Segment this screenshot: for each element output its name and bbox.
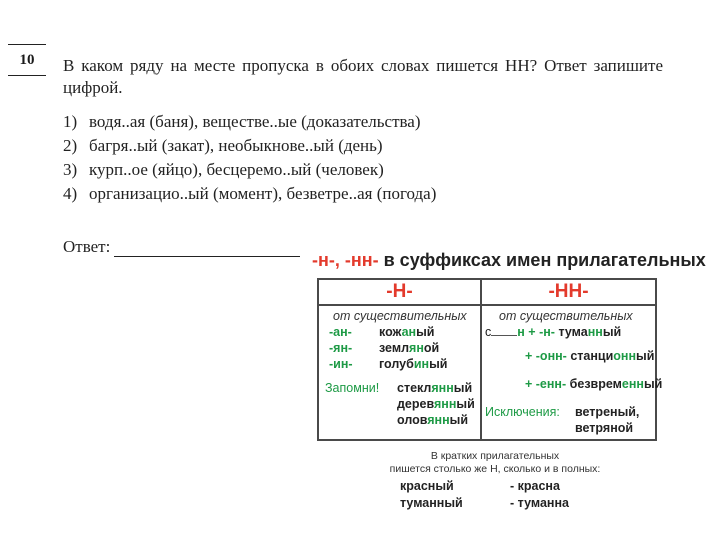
- suffix-label: -ан-: [329, 325, 352, 339]
- rule-title-suffixes: -н-, -нн-: [312, 250, 379, 270]
- rule-title-text: в суффиксах имен прилагательных: [378, 250, 706, 270]
- exceptions-label: Исключения:: [485, 405, 560, 419]
- answer-field[interactable]: [63, 236, 300, 257]
- suffix-label: + -онн-: [525, 349, 567, 363]
- remember-word: деревянный: [397, 397, 475, 411]
- example-word: туманный: [558, 325, 622, 339]
- option-4: [63, 182, 436, 206]
- left-row: [329, 340, 439, 356]
- question-text: В каком ряду на месте пропуска в обоих словах пишется НН? Ответ запишите цифрой.: [63, 56, 663, 97]
- option-number: 4): [63, 184, 78, 203]
- left-row: [329, 324, 434, 340]
- option-3: [63, 158, 436, 182]
- short-adjectives-note: [370, 450, 620, 476]
- option-text: организацио..ый (момент), безветре..ая (погода): [89, 184, 437, 203]
- answer-label: Ответ:: [63, 237, 111, 256]
- right-row: [485, 324, 621, 340]
- example-word: - туманна: [510, 496, 569, 510]
- noun-stem: с: [485, 325, 492, 339]
- option-text: водя..ая (баня), веществе..ые (доказательства): [89, 112, 421, 131]
- example-word: земляной: [379, 341, 440, 355]
- answer-options: [63, 110, 436, 206]
- suffix-label: + -н-: [528, 325, 555, 339]
- suffix-label: -ин-: [329, 357, 353, 371]
- remember-word: стеклянный: [397, 381, 473, 395]
- option-2: [63, 134, 436, 158]
- example-word: красный: [400, 479, 454, 493]
- example-word: голубиный: [379, 357, 448, 371]
- left-row: [329, 356, 447, 372]
- table-divider: [319, 304, 655, 306]
- exception-word: ветреный,: [575, 405, 640, 419]
- suffix-label: + -енн-: [525, 377, 567, 391]
- example-word: кожаный: [379, 325, 435, 339]
- option-1: [63, 110, 436, 134]
- stem-ending: н: [517, 325, 525, 339]
- right-row: [525, 348, 654, 364]
- answer-blank[interactable]: [114, 236, 300, 257]
- option-number: 3): [63, 160, 78, 179]
- left-from-nouns: от существительных: [333, 309, 467, 323]
- right-column-header: -НН-: [548, 281, 589, 302]
- exception-word: ветряной: [575, 421, 634, 435]
- option-text: курп..ое (яйцо), бесцеремо..ый (человек): [89, 160, 384, 179]
- suffix-label: -ян-: [329, 341, 353, 355]
- rule-table: [317, 278, 663, 441]
- example-word: туманный: [400, 496, 463, 510]
- right-from-nouns: от существительных: [499, 309, 633, 323]
- left-column-header: -Н-: [386, 281, 413, 302]
- option-number: 2): [63, 136, 78, 155]
- rule-title: [312, 250, 706, 271]
- remember-word: оловянный: [397, 413, 469, 427]
- option-text: багря..ый (закат), необыкнове..ый (день): [89, 136, 383, 155]
- note-line: пишется столько же Н, сколько и в полных:: [389, 463, 601, 475]
- example-word: безвременный: [569, 377, 663, 391]
- full-form-examples: [400, 478, 463, 512]
- note-line: В кратких прилагательных: [430, 450, 560, 462]
- task-number: 10: [8, 44, 46, 76]
- option-number: 1): [63, 112, 78, 131]
- example-word: - красна: [510, 479, 560, 493]
- right-row: [525, 376, 662, 392]
- short-form-examples: [510, 478, 569, 512]
- remember-label: Запомни!: [325, 381, 380, 395]
- example-word: станционный: [570, 349, 655, 363]
